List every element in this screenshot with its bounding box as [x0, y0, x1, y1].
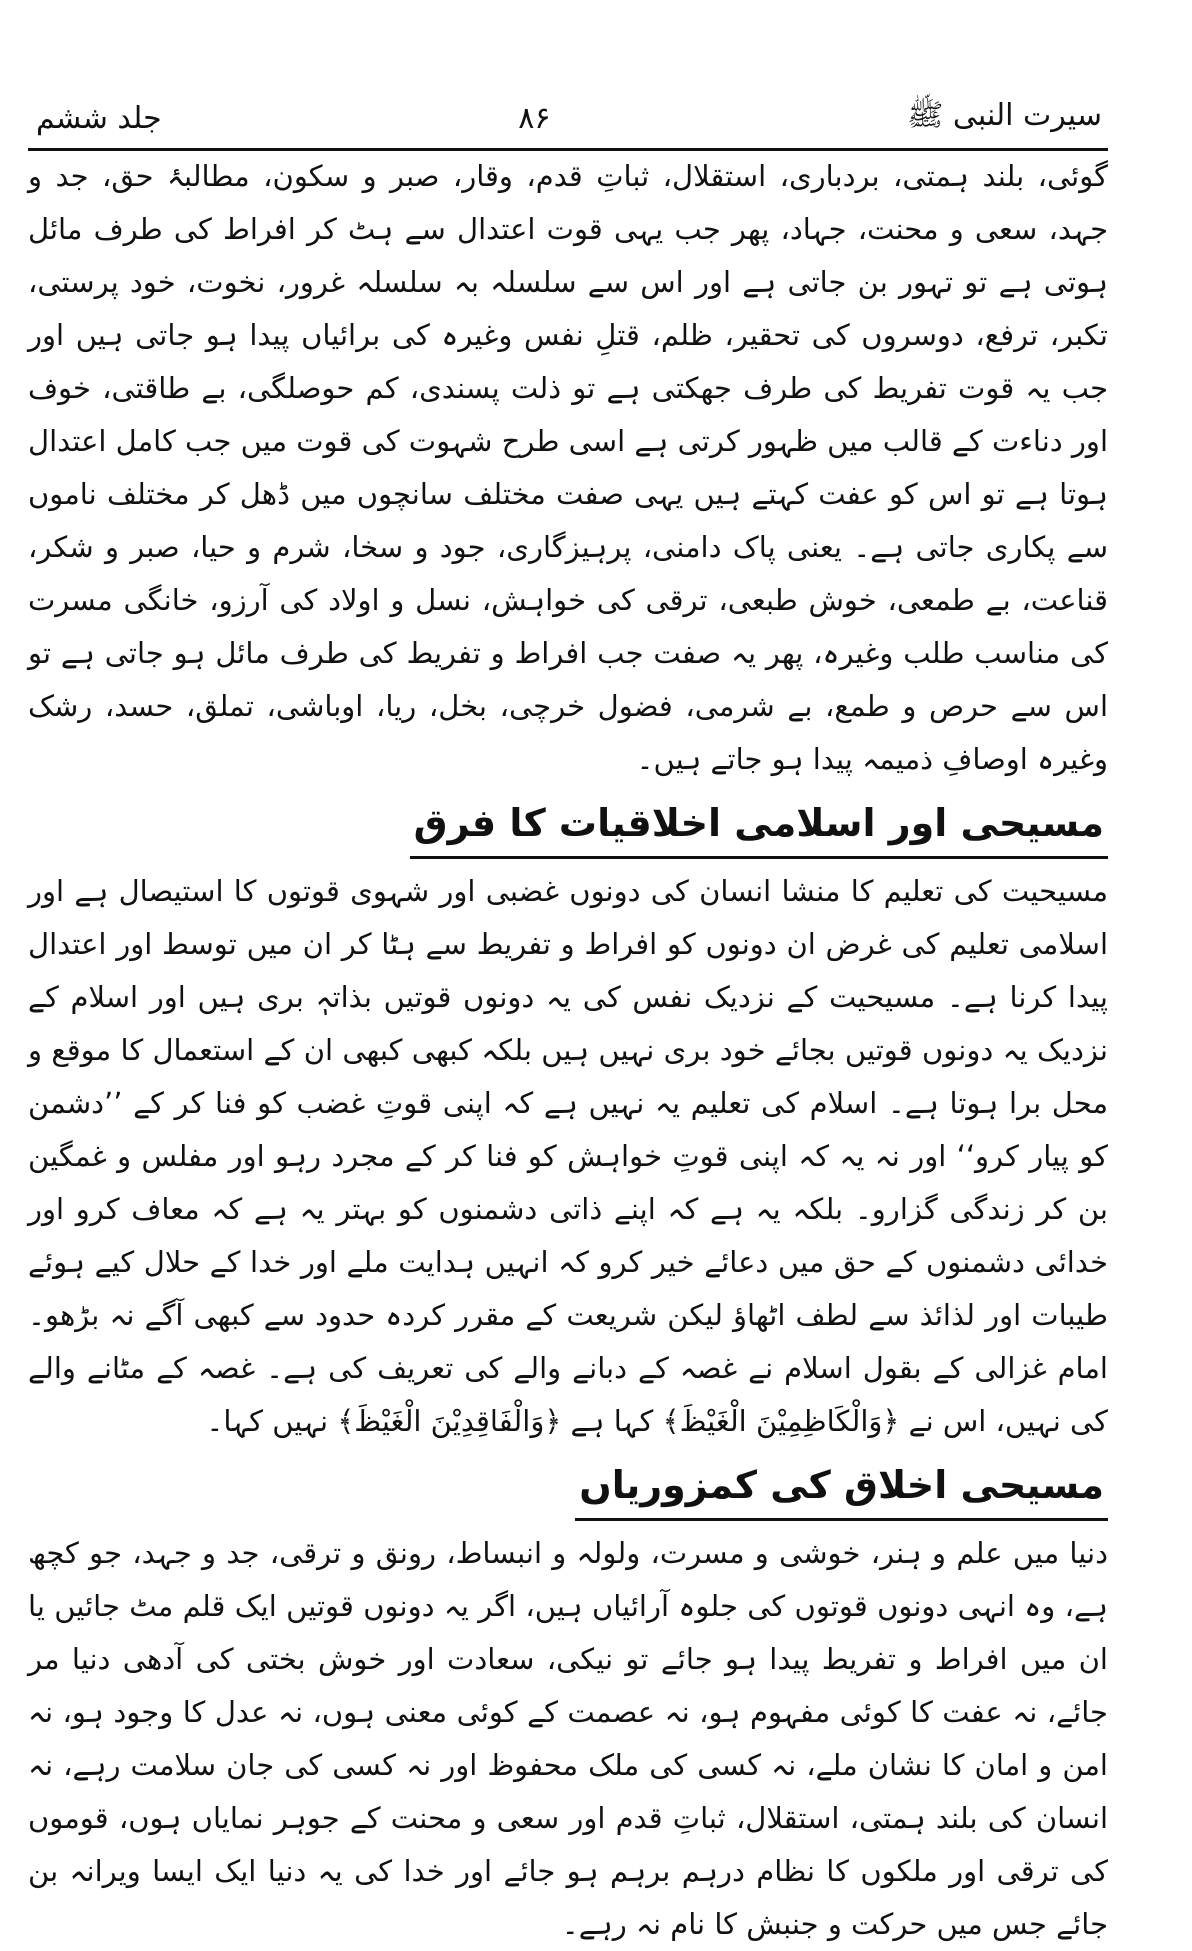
book-title: سیرت النبی ﷺ: [907, 97, 1102, 133]
paragraph-ethics-difference: مسیحیت کی تعلیم کا منشا انسان کی دونوں غضبی اور شہوی قوتوں کا استیصال ہے اور اسلامی تعلیم کی غرض ان دونوں کو افراط و تفریط سے ہٹا کر ان میں توسط اور اعتدال پیدا کرنا ہے۔ مسیحیت کے نزدیک نفس کی یہ دونوں قوتیں بذاتہٖ بری ہیں اور اسلام کے نزدیک یہ دونوں قوتیں بجائے خود بری نہیں ہیں بلکہ کبھی کبھی ان کے استعمال کا موقع و محل برا ہوتا ہے۔ اسلام کی تعلیم یہ نہیں ہے کہ اپنی قوتِ غضب کو فنا کر کے ’’دشمن کو پیار کرو‘‘ اور نہ یہ کہ اپنی قوتِ خواہش کو فنا کر کے مجرد رہو اور مفلس و غمگین بن کر زندگی گزارو۔ بلکہ یہ ہے کہ اپنے ذاتی دشمنوں کو بہتر یہ ہے کہ معاف کرو اور خدائی دشمنوں کے حق میں دعائے خیر کرو کہ انہیں ہدایت ملے اور خدا کے حلال کیے ہوئے طیبات اور لذائذ سے لطف اٹھاؤ لیکن شریعت کے مقرر کردہ حدود سے کبھی آگے نہ بڑھو۔ امام غزالی کے بقول اسلام نے غصہ کے دبانے والے کی تعریف کی ہے۔ غصہ کے مٹانے والے کی نہیں، اس نے ﴿وَالْكَاظِمِيْنَ الْغَيْظَ﴾ کہا ہے ﴿وَالْفَاقِدِيْنَ الْغَيْظَ﴾ نہیں کہا۔: [28, 874, 1108, 1438]
section-heading-ethics-difference: مسیحی اور اسلامی اخلاقیات کا فرق: [410, 794, 1108, 859]
paragraph-weaknesses: دنیا میں علم و ہنر، خوشی و مسرت، ولولہ و انبساط، رونق و ترقی، جد و جہد، جو کچھ ہے، وہ انہی دونوں قوتوں کی جلوہ آرائیاں ہیں، اگر یہ دونوں قوتیں ایک قلم مٹ جائیں یا ان میں افراط و تفریط پیدا ہو جائے تو نیکی، سعادت اور خوش بختی کی آدھی دنیا مر جائے، نہ عفت کا کوئی مفہوم ہو، نہ عصمت کے کوئی معنی ہوں، نہ عدل کا وجود ہو، نہ امن و امان کا نشان ملے، نہ کسی کی ملک محفوظ اور نہ کسی کی جان سلامت رہے، نہ انسان کی بلند ہمتی، استقلال، ثباتِ قدم اور سعی و محنت کے جوہر نمایاں ہوں، قوموں کی ترقی اور ملکوں کا نظام درہم برہم ہو جائے اور خدا کی یہ دنیا ایک ایسا ویرانہ بن جائے جس میں حرکت و جنبش کا نام نہ رہے۔: [28, 1536, 1108, 1941]
volume-label: جلد ششم: [36, 100, 162, 136]
page-number: ۸۶: [518, 100, 551, 136]
paragraph-intro: گوئی، بلند ہمتی، بردباری، استقلال، ثباتِ قدم، وقار، صبر و سکون، مطالبۂ حق، جد و جہد، سعی و محنت، جہاد، پھر جب یہی قوت اعتدال سے ہٹ کر افراط کی طرف مائل ہوتی ہے تو تہور بن جاتی ہے اور اس سے سلسلہ بہ سلسلہ غرور، نخوت، خود پرستی، تکبر، ترفع، دوسروں کی تحقیر، ظلم، قتلِ نفس وغیرہ کی برائیاں پیدا ہو جاتی ہیں اور جب یہ قوت تفریط کی طرف جھکتی ہے تو ذلت پسندی، کم حوصلگی، بے طاقتی، خوف اور دناءت کے قالب میں ظہور کرتی ہے اسی طرح شہوت کی قوت میں جب کامل اعتدال ہوتا ہے تو اس کو عفت کہتے ہیں یہی صفت مختلف سانچوں میں ڈھل کر مختلف ناموں سے پکاری جاتی ہے۔ یعنی پاک دامنی، پرہیزگاری، جود و سخا، شرم و حیا، صبر و شکر، قناعت، بے طمعی، خوش طبعی، ترقی کی خواہش، نسل و اولاد کی آرزو، خانگی مسرت کی مناسب طلب وغیرہ، پھر یہ صفت جب افراط و تفریط کی طرف مائل ہو جاتی ہے تو اس سے حرص و طمع، بے شرمی، فضول خرچی، بخل، ریا، اوباشی، تملق، حسد، رشک وغیرہ اوصافِ ذمیمہ پیدا ہو جاتے ہیں۔: [28, 159, 1108, 776]
page-header: [28, 88, 1108, 151]
page-body: [28, 150, 1108, 1951]
section-heading-weaknesses: مسیحی اخلاق کی کمزوریاں: [575, 1456, 1108, 1521]
section-heading-wrap: [28, 1456, 1108, 1521]
section-heading-wrap: [28, 794, 1108, 859]
